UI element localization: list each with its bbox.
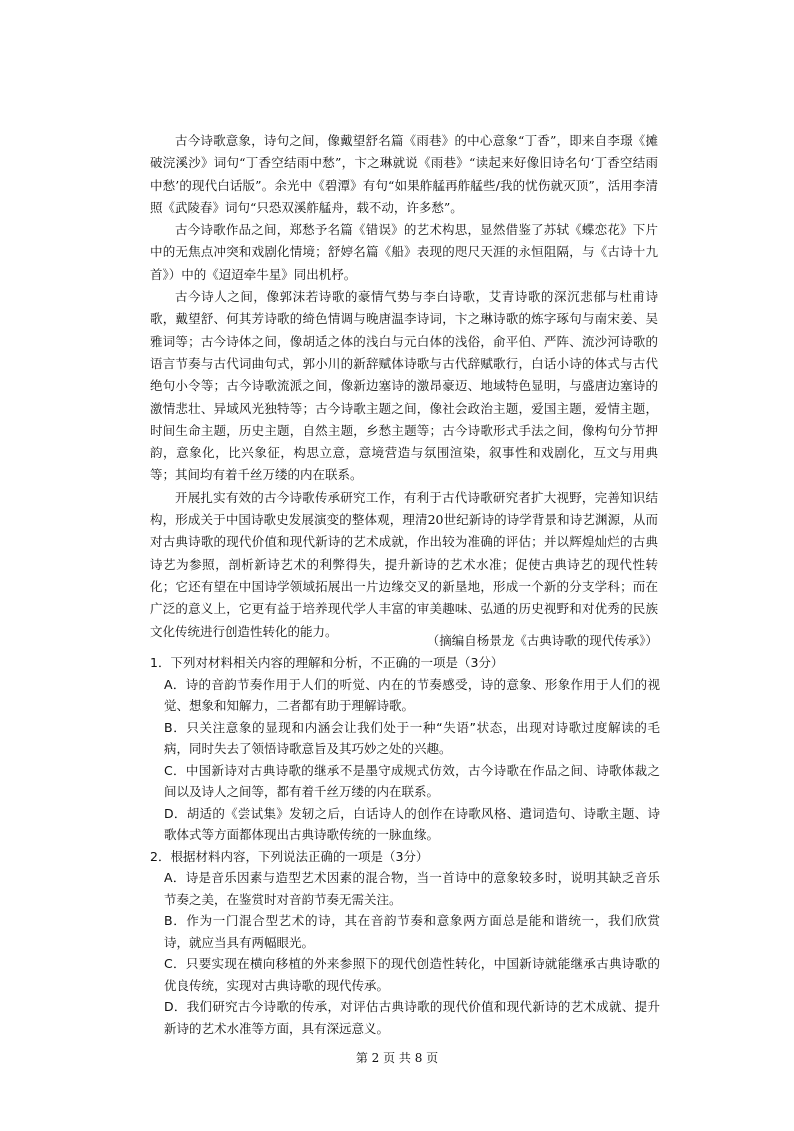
passage-paragraph-2: 古今诗歌作品之间，郑愁予名篇《错误》的艺术构思，显然借鉴了苏轼《蝶恋花》下片中的无焦点冲突和戏剧化情境；舒婷名篇《船》表现的咫尺天涯的永恒阻隔，与《古诗十九首》）中的《迢迢牵牛星》同出机杼。 [150, 222, 658, 282]
passage-paragraph-1: 古今诗歌意象，诗句之间，像戴望舒名篇《雨巷》的中心意象“丁香”，即来自李璟《摊破浣溪沙》词句“丁香空结雨中愁”，卞之琳就说《雨巷》“读起来好像旧诗名句‘丁香空结雨中愁’的现代白话版”。余光中《碧潭》有句“如果舴艋再舴艋些/我的忧伤就灭顶”，活用李清照《武陵春》词句“只恐双溪舴艋舟，载不动，许多愁”。 [150, 133, 658, 215]
option-d: D．胡适的《尝试集》发轫之后，白话诗人的创作在诗歌风格、遣词造句、诗歌主题、诗歌体式等方面都体现出古典诗歌传统的一脉血缘。 [164, 805, 660, 842]
question-stem: 2．根据材料内容，下列说法正确的一项是（3分） [150, 848, 429, 864]
question-1 [150, 652, 660, 846]
page-number: 第 2 页 共 8 页 [355, 1051, 439, 1065]
option-d: D．我们研究古今诗歌的传承，对评估古典诗歌的现代价值和现代新诗的艺术成就、提升新诗的艺术水准等方面，具有深远意义。 [164, 999, 660, 1036]
passage-paragraph-4: 开展扎实有效的古今诗歌传承研究工作，有利于古代诗歌研究者扩大视野，完善知识结构，形成关于中国诗歌史发展演变的整体观，理清20世纪新诗的诗学背景和诗艺渊源，从而对古典诗歌的现代价值和现代新诗的艺术成就，作出较为准确的评估；并以辉煌灿烂的古典诗艺为参照，剖析新诗艺术的利弊得失，提升新诗的艺术水准；促使古典诗艺的现代性转化；它还有望在中国诗学领域拓展出一片边缘交叉的新垦地，形成一个新的分支学科；而在广泛的意义上，它更有益于培养现代学人丰富的审美趣味、弘通的历史视野和对优秀的民族文化传统进行创造性转化的能力。 [150, 489, 658, 639]
question-2 [150, 846, 660, 1040]
option-a: A．诗的音韵节奏作用于人们的听觉、内在的节奏感受，诗的意象、形象作用于人们的视觉、想象和知解力，二者都有助于理解诗歌。 [164, 676, 660, 713]
passage-paragraph-3: 古今诗人之间，像郭沫若诗歌的豪情气势与李白诗歌，艾青诗歌的深沉悲郁与杜甫诗歌，戴望舒、何其芳诗歌的绮色情调与晚唐温李诗词，卞之琳诗歌的炼字琢句与南宋姜、吴雅词等；古今诗体之间，像胡适之体的浅白与元白体的浅俗，俞平伯、严阵、流沙河诗歌的语言节奏与古代词曲句式，郭小川的新辞赋体诗歌与古代辞赋歌行，白话小诗的体式与古代绝句小令等；古今诗歌流派之间，像新边塞诗的激昂豪迈、地域特色显明，与盛唐边塞诗的激情悲壮、异域风光独特等；古今诗歌主题之间，像社会政治主题，爱国主题，爱情主题，时间生命主题，历史主题，自然主题，乡愁主题等；古今诗歌形式手法之间，像构句分节押韵，意象化，比兴象征，构思立意，意境营造与氛围渲染，叙事性和戏剧化，互文与用典等；其间均有着千丝万缕的内在联系。 [150, 289, 658, 483]
reading-passage [150, 130, 658, 643]
option-c: C．只要实现在横向移植的外来参照下的现代创造性转化，中国新诗就能继承古典诗歌的优良传统，实现对古典诗歌的现代传承。 [164, 956, 660, 993]
option-a: A．诗是音乐因素与造型艺术因素的混合物，当一首诗中的意象较多时，说明其缺乏音乐节奏之美，在鉴赏时对音韵节奏无需关注。 [164, 870, 660, 907]
option-b: B．作为一门混合型艺术的诗，其在音韵节奏和意象两方面总是能和谐统一，我们欣赏诗，就应当具有两幅眼光。 [164, 913, 660, 950]
question-stem: 1．下列对材料相关内容的理解和分析，不正确的一项是（3分） [150, 655, 504, 670]
option-b: B．只关注意象的显现和内涵会让我们处于一种“失语”状态，出现对诗歌过度解读的毛病，同时失去了领悟诗歌意旨及其巧妙之处的兴趣。 [164, 719, 660, 756]
passage-source: （摘编自杨景龙《古典诗歌的现代传承》） [426, 633, 658, 648]
question-list [150, 652, 660, 1039]
option-c: C．中国新诗对古典诗歌的继承不是墨守成规式仿效，古今诗歌在作品之间、诗歌体裁之间以及诗人之间等，都有着千丝万缕的内在联系。 [164, 762, 660, 799]
